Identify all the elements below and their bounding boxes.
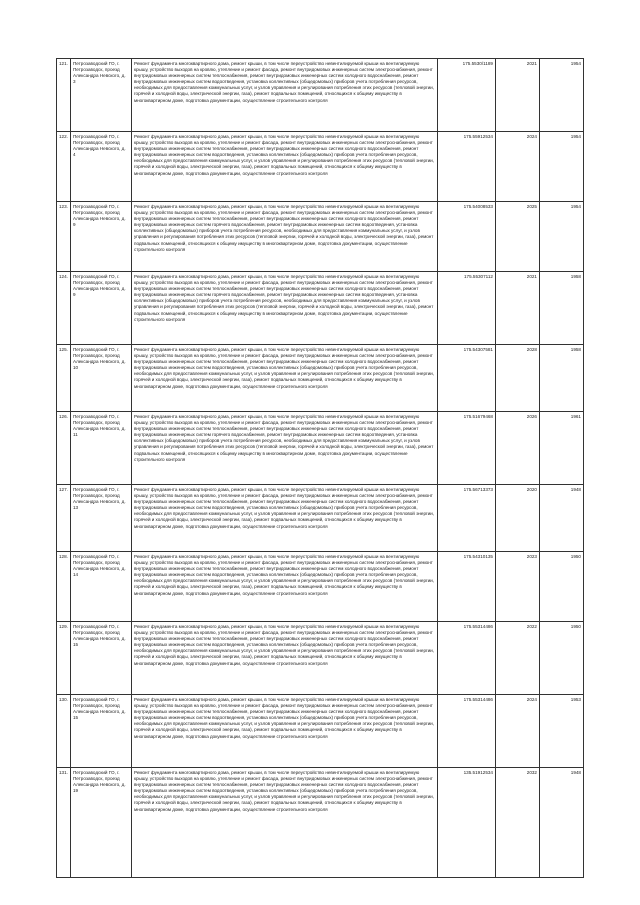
work-description-cell: Ремонт фундамента многоквартирного дома, ремонт крыши, в том числе переустройство невентилируемой крыши на вентилируемую крышу, устройство выходов на кровлю, утепление и ремонт фасада, ремонт внутридомовых инженерных систем электроснабжения, ремонт внутридомовых инженерных систем теплоснабжения, ремонт внутридомовых инженерных систем холодного водоснабжения, ремонт внутридомовых инженерных систем водоотведения, установка коллективных (общедомовых) приборов учета потребления ресурсов, необходимых для предоставления коммунальных услуг, и узлов управления и регулирования потребления этих ресурсов (тепловой энергии, горячей и холодной воды, электрической энергии, газа), ремонт подвальных помещений, относящихся к общему имуществу в многоквартирном доме, подготовка документации, осуществление строительного контроля bbox=[132, 622, 438, 695]
row-number-cell: 130. bbox=[57, 695, 71, 768]
address-cell: Петрозаводский ГО, г. Петрозаводск, проезд Александра Невского, д. 15 bbox=[71, 622, 132, 695]
repair-year-cell: 2025 bbox=[496, 202, 540, 272]
build-year-cell: 1948 bbox=[540, 485, 584, 552]
row-number-cell: 125. bbox=[57, 345, 71, 412]
repair-year-cell: 2028 bbox=[496, 345, 540, 412]
work-description-cell: Ремонт фундамента многоквартирного дома, ремонт крыши, в том числе переустройство невентилируемой крыши на вентилируемую крышу, устройство выходов на кровлю, утепление и ремонт фасада, ремонт внутридомовых инженерных систем электроснабжения, ремонт внутридомовых инженерных систем теплоснабжения, ремонт внутридомовых инженерных систем холодного водоснабжения, ремонт внутридомовых инженерных систем горячего водоснабжения, ремонт внутридомовых инженерных систем водоотведения, установка коллективных (общедомовых) приборов учета потребления ресурсов, необходимых для предоставления коммунальных услуг, и узлов управления и регулирования потребления этих ресурсов (тепловой энергии, горячей и холодной воды, электрической энергии, газа), ремонт подвальных помещений, относящихся к общему имуществу в многоквартирном доме, подготовка документации, осуществление строительного контроля bbox=[132, 272, 438, 345]
repair-year-cell: 2032 bbox=[496, 768, 540, 878]
table-row bbox=[57, 622, 584, 695]
cost-cell: 175.56713373 bbox=[438, 485, 496, 552]
table-row bbox=[57, 552, 584, 622]
cost-cell: 175.55314486 bbox=[438, 695, 496, 768]
repair-year-cell: 2022 bbox=[496, 622, 540, 695]
cost-cell: 175.54307581 bbox=[438, 345, 496, 412]
work-description-cell: Ремонт фундамента многоквартирного дома, ремонт крыши, в том числе переустройство невентилируемой крыши на вентилируемую крышу, устройство выходов на кровлю, утепление и ремонт фасада, ремонт внутридомовых инженерных систем электроснабжения, ремонт внутридомовых инженерных систем теплоснабжения, ремонт внутридомовых инженерных систем холодного водоснабжения, ремонт внутридомовых инженерных систем водоотведения, установка коллективных (общедомовых) приборов учета потребления ресурсов, необходимых для предоставления коммунальных услуг, и узлов управления и регулирования потребления этих ресурсов (тепловой энергии, горячей и холодной воды, электрической энергии, газа), ремонт подвальных помещений, относящихся к общему имуществу в многоквартирном доме, подготовка документации, осуществление строительного контроля bbox=[132, 485, 438, 552]
address-cell: Петрозаводский ГО, г. Петрозаводск, проезд Александра Невского, д. 9 bbox=[71, 202, 132, 272]
work-description-cell: Ремонт фундамента многоквартирного дома, ремонт крыши, в том числе переустройство невентилируемой крыши на вентилируемую крышу, устройство выходов на кровлю, утепление и ремонт фасада, ремонт внутридомовых инженерных систем электроснабжения, ремонт внутридомовых инженерных систем теплоснабжения, ремонт внутридомовых инженерных систем холодного водоснабжения, ремонт внутридомовых инженерных систем водоотведения, установка коллективных (общедомовых) приборов учета потребления ресурсов, необходимых для предоставления коммунальных услуг, и узлов управления и регулирования потребления этих ресурсов (тепловой энергии, горячей и холодной воды, электрической энергии, газа), ремонт подвальных помещений, относящихся к общему имуществу в многоквартирном доме, подготовка документации, осуществление строительного контроля bbox=[132, 345, 438, 412]
repair-program-table bbox=[56, 58, 584, 878]
table-row bbox=[57, 272, 584, 345]
work-description-cell: Ремонт фундамента многоквартирного дома, ремонт крыши, в том числе переустройство невентилируемой крыши на вентилируемую крышу, устройство выходов на кровлю, утепление и ремонт фасада, ремонт внутридомовых инженерных систем электроснабжения, ремонт внутридомовых инженерных систем теплоснабжения, ремонт внутридомовых инженерных систем холодного водоснабжения, ремонт внутридомовых инженерных систем горячего водоснабжения, ремонт внутридомовых инженерных систем водоотведения, установка коллективных (общедомовых) приборов учета потребления ресурсов, необходимых для предоставления коммунальных услуг, и узлов управления и регулирования потребления этих ресурсов (тепловой энергии, горячей и холодной воды, электрической энергии, газа), ремонт подвальных помещений, относящихся к общему имуществу в многоквартирном доме, подготовка документации, осуществление строительного контроля bbox=[132, 412, 438, 485]
table-row bbox=[57, 59, 584, 132]
address-cell: Петрозаводский ГО, г. Петрозаводск, проезд Александра Невского, д. 10 bbox=[71, 345, 132, 412]
cost-cell: 175.55307112 bbox=[438, 272, 496, 345]
address-cell: Петрозаводский ГО, г. Петрозаводск, проезд Александра Невского, д. 11 bbox=[71, 412, 132, 485]
row-number-cell: 129. bbox=[57, 622, 71, 695]
repair-year-cell: 2026 bbox=[496, 412, 540, 485]
table-row bbox=[57, 132, 584, 202]
repair-year-cell: 2024 bbox=[496, 695, 540, 768]
cost-cell: 135.51912534 bbox=[438, 768, 496, 878]
build-year-cell: 1953 bbox=[540, 695, 584, 768]
work-description-cell: Ремонт фундамента многоквартирного дома, ремонт крыши, в том числе переустройство невентилируемой крыши на вентилируемую крышу, устройство выходов на кровлю, утепление и ремонт фасада, ремонт внутридомовых инженерных систем электроснабжения, ремонт внутридомовых инженерных систем теплоснабжения, ремонт внутридомовых инженерных систем холодного водоснабжения, ремонт внутридомовых инженерных систем горячего водоснабжения, ремонт внутридомовых инженерных систем водоотведения, установка коллективных (общедомовых) приборов учета потребления ресурсов, необходимых для предоставления коммунальных услуг, и узлов управления и регулирования потребления этих ресурсов (тепловой энергии, горячей и холодной воды, электрической энергии, газа), ремонт подвальных помещений, относящихся к общему имуществу в многоквартирном доме, подготовка документации, осуществление строительного контроля bbox=[132, 202, 438, 272]
row-number-cell: 123. bbox=[57, 202, 71, 272]
work-description-cell: Ремонт фундамента многоквартирного дома, ремонт крыши, в том числе переустройство невентилируемой крыши на вентилируемую крышу, устройство выходов на кровлю, утепление и ремонт фасада, ремонт внутридомовых инженерных систем электроснабжения, ремонт внутридомовых инженерных систем теплоснабжения, ремонт внутридомовых инженерных систем холодного водоснабжения, ремонт внутридомовых инженерных систем водоотведения, установка коллективных (общедомовых) приборов учета потребления ресурсов, необходимых для предоставления коммунальных услуг, и узлов управления и регулирования потребления этих ресурсов (тепловой энергии, горячей и холодной воды, электрической энергии, газа), ремонт подвальных помещений, относящихся к общему имуществу в многоквартирном доме, подготовка документации, осуществление строительного контроля bbox=[132, 768, 438, 878]
repair-year-cell: 2024 bbox=[496, 132, 540, 202]
build-year-cell: 1958 bbox=[540, 272, 584, 345]
work-description-cell: Ремонт фундамента многоквартирного дома, ремонт крыши, в том числе переустройство невентилируемой крыши на вентилируемую крышу, устройство выходов на кровлю, утепление и ремонт фасада, ремонт внутридомовых инженерных систем электроснабжения, ремонт внутридомовых инженерных систем теплоснабжения, ремонт внутридомовых инженерных систем холодного водоснабжения, ремонт внутридомовых инженерных систем водоотведения, установка коллективных (общедомовых) приборов учета потребления ресурсов, необходимых для предоставления коммунальных услуг, и узлов управления и регулирования потребления этих ресурсов (тепловой энергии, горячей и холодной воды, электрической энергии, газа), ремонт подвальных помещений, относящихся к общему имуществу в многоквартирном доме, подготовка документации, осуществление строительного контроля bbox=[132, 552, 438, 622]
row-number-cell: 128. bbox=[57, 552, 71, 622]
table-row bbox=[57, 695, 584, 768]
address-cell: Петрозаводский ГО, г. Петрозаводск, проезд Александра Невского, д. 9 bbox=[71, 272, 132, 345]
cost-cell: 175.54310135 bbox=[438, 552, 496, 622]
row-number-cell: 121. bbox=[57, 59, 71, 132]
row-number-cell: 126. bbox=[57, 412, 71, 485]
cost-cell: 175.5530/1189 bbox=[438, 59, 496, 132]
table-row bbox=[57, 345, 584, 412]
build-year-cell: 1954 bbox=[540, 202, 584, 272]
work-description-cell: Ремонт фундамента многоквартирного дома, ремонт крыши, в том числе переустройство невентилируемой крыши на вентилируемую крышу, устройство выходов на кровлю, утепление и ремонт фасада, ремонт внутридомовых инженерных систем электроснабжения, ремонт внутридомовых инженерных систем теплоснабжения, ремонт внутридомовых инженерных систем холодного водоснабжения, ремонт внутридомовых инженерных систем водоотведения, установка коллективных (общедомовых) приборов учета потребления ресурсов, необходимых для предоставления коммунальных услуг, и узлов управления и регулирования потребления этих ресурсов (тепловой энергии, горячей и холодной воды, электрической энергии, газа), ремонт подвальных помещений, относящихся к общему имуществу в многоквартирном доме, подготовка документации, осуществление строительного контроля bbox=[132, 132, 438, 202]
address-cell: Петрозаводский ГО, г. Петрозаводск, проезд Александра Невского, д. 19 bbox=[71, 768, 132, 878]
table-row bbox=[57, 202, 584, 272]
row-number-cell: 124. bbox=[57, 272, 71, 345]
build-year-cell: 1958 bbox=[540, 345, 584, 412]
build-year-cell: 1954 bbox=[540, 59, 584, 132]
cost-cell: 175.54008533 bbox=[438, 202, 496, 272]
build-year-cell: 1950 bbox=[540, 552, 584, 622]
table-row bbox=[57, 768, 584, 878]
table-row bbox=[57, 412, 584, 485]
work-description-cell: Ремонт фундамента многоквартирного дома, ремонт крыши, в том числе переустройство невентилируемой крыши на вентилируемую крышу, устройство выходов на кровлю, утепление и ремонт фасада, ремонт внутридомовых инженерных систем электроснабжения, ремонт внутридомовых инженерных систем теплоснабжения, ремонт внутридомовых инженерных систем холодного водоснабжения, ремонт внутридомовых инженерных систем водоотведения, установка коллективных (общедомовых) приборов учета потребления ресурсов, необходимых для предоставления коммунальных услуг, и узлов управления и регулирования потребления этих ресурсов (тепловой энергии, горячей и холодной воды, электрической энергии, газа), ремонт подвальных помещений, относящихся к общему имуществу в многоквартирном доме, подготовка документации, осуществление строительного контроля bbox=[132, 695, 438, 768]
work-description-cell: Ремонт фундамента многоквартирного дома, ремонт крыши, в том числе переустройство невентилируемой крыши на вентилируемую крышу, устройство выходов на кровлю, утепление и ремонт фасада, ремонт внутридомовых инженерных систем электроснабжения, ремонт внутридомовых инженерных систем теплоснабжения, ремонт внутридомовых инженерных систем холодного водоснабжения, ремонт внутридомовых инженерных систем водоотведения, установка коллективных (общедомовых) приборов учета потребления ресурсов, необходимых для предоставления коммунальных услуг, и узлов управления и регулирования потребления этих ресурсов (тепловой энергии, горячей и холодной воды, электрической энергии, газа), ремонт подвальных помещений, относящихся к общему имуществу в многоквартирном доме, подготовка документации, осуществление строительного контроля bbox=[132, 59, 438, 132]
row-number-cell: 131. bbox=[57, 768, 71, 878]
build-year-cell: 1961 bbox=[540, 412, 584, 485]
address-cell: Петрозаводский ГО, г. Петрозаводск, проезд Александра Невского, д. 14 bbox=[71, 552, 132, 622]
build-year-cell: 1954 bbox=[540, 132, 584, 202]
cost-cell: 175.55912534 bbox=[438, 132, 496, 202]
repair-year-cell: 2020 bbox=[496, 485, 540, 552]
build-year-cell: 1948 bbox=[540, 768, 584, 878]
repair-year-cell: 2021 bbox=[496, 272, 540, 345]
repair-year-cell: 2023 bbox=[496, 552, 540, 622]
cost-cell: 175.55314486 bbox=[438, 622, 496, 695]
cost-cell: 175.51679468 bbox=[438, 412, 496, 485]
address-cell: Петрозаводский ГО, г. Петрозаводск, проезд Александра Невского, д. 15 bbox=[71, 695, 132, 768]
row-number-cell: 122. bbox=[57, 132, 71, 202]
row-number-cell: 127. bbox=[57, 485, 71, 552]
build-year-cell: 1950 bbox=[540, 622, 584, 695]
repair-year-cell: 2021 bbox=[496, 59, 540, 132]
address-cell: Петрозаводский ГО, г. Петрозаводск, проезд Александра Невского, д. 13 bbox=[71, 485, 132, 552]
table-body bbox=[57, 59, 584, 878]
table-row bbox=[57, 485, 584, 552]
address-cell: Петрозаводский ГО, г. Петрозаводск, проезд Александра Невского, д. 3 bbox=[71, 59, 132, 132]
address-cell: Петрозаводский ГО, г. Петрозаводск, проезд Александра Невского, д. 4 bbox=[71, 132, 132, 202]
